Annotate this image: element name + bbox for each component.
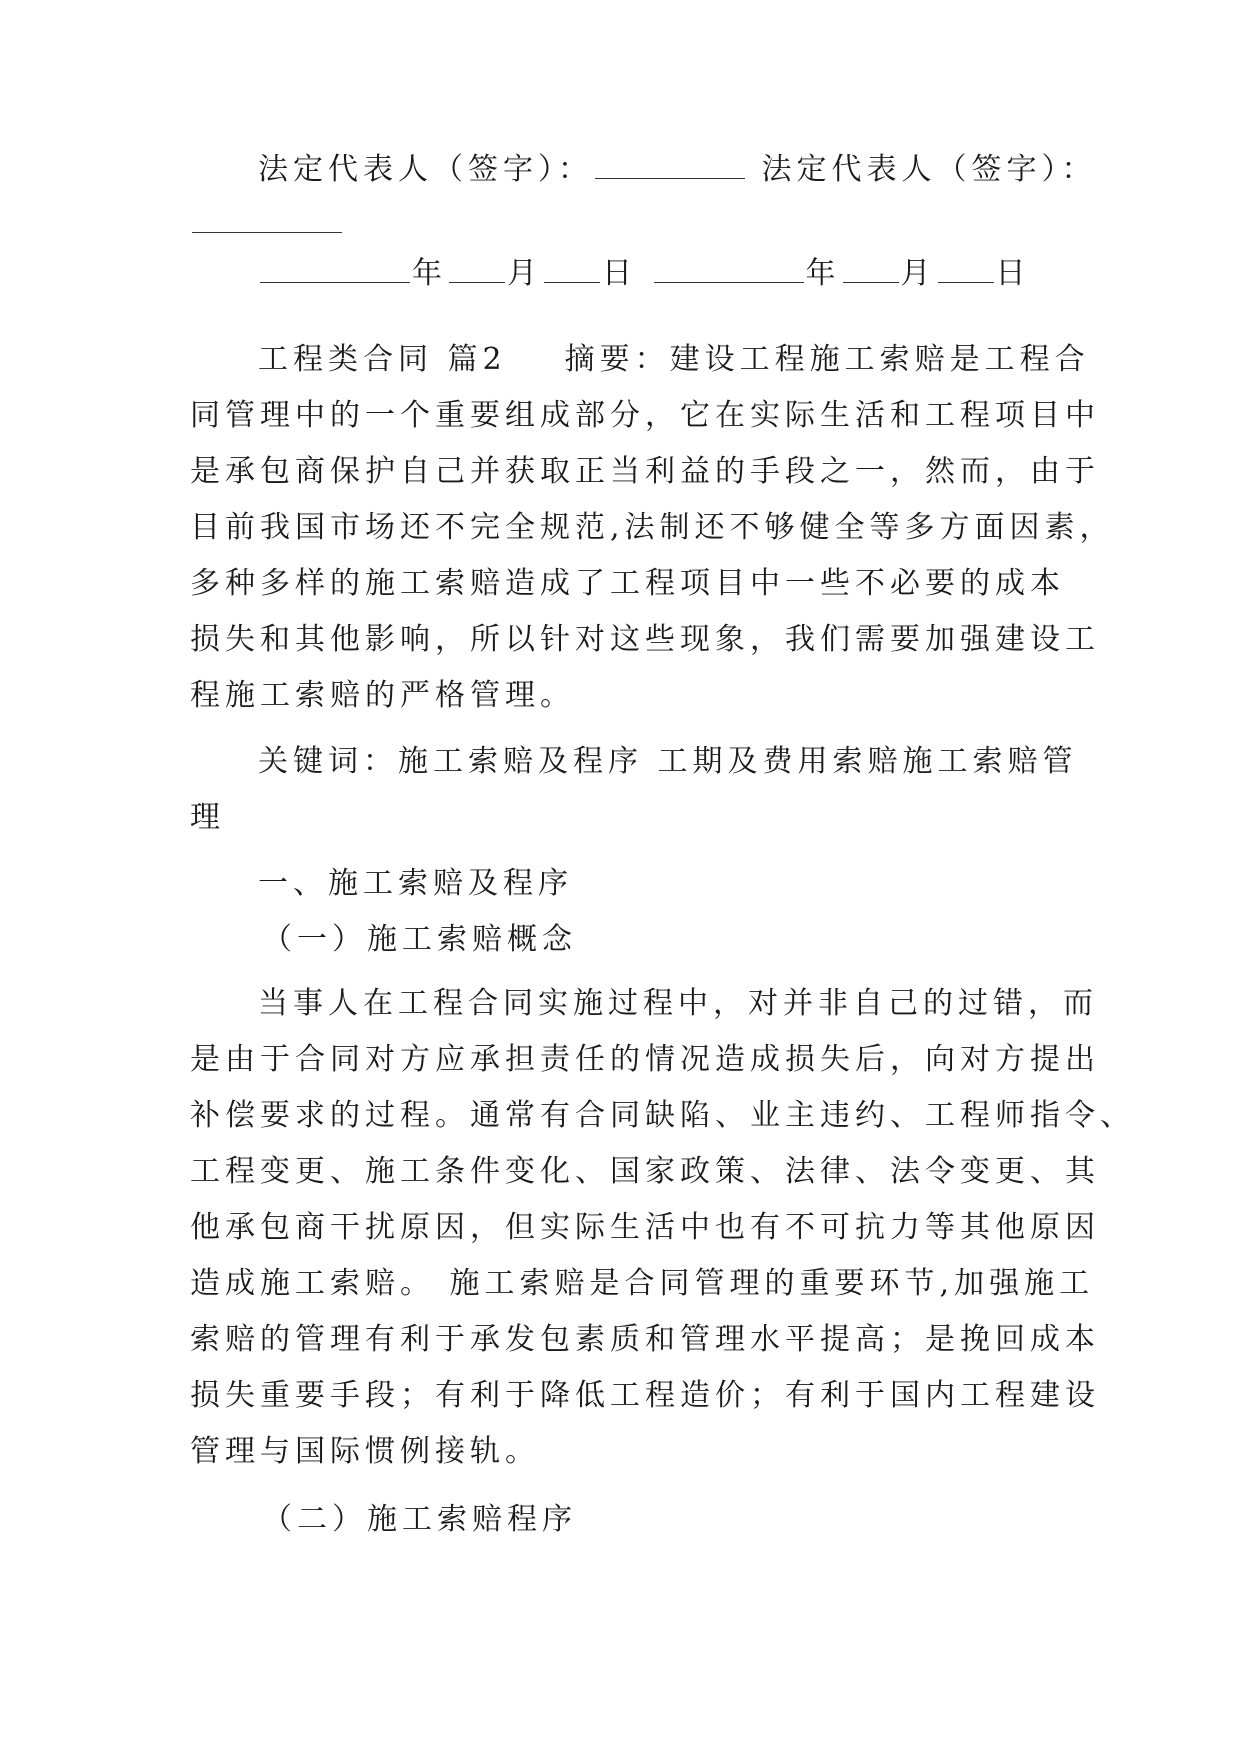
paragraph-line: 是由于合同对方应承担责任的情况造成损失后，向对方提出 [190,1042,1100,1077]
abstract-line: 程施工索赔的严格管理。 [190,678,575,713]
paragraph-line: 造成施工索赔。 施工索赔是合同管理的重要环节,加强施工 [190,1266,1095,1301]
date-day-label-left: 日 [602,256,637,291]
abstract-line: 是承包商保护自己并获取正当利益的手段之一，然而，由于 [190,454,1100,489]
date-day-label-right: 日 [995,256,1031,291]
date-month-label-right: 月 [900,256,936,291]
signature-blank-left[interactable] [595,150,745,179]
paragraph-first-line: 当事人在工程合同实施过程中，对并非自己的过错，而 [258,986,1098,1021]
signature-label-right: 法定代表人（签字）： [761,152,1097,187]
paragraph-line: 补偿要求的过程。通常有合同缺陷、业主违约、工程师指令、 [190,1098,1135,1133]
abstract-line: 多种多样的施工索赔造成了工程项目中一些不必要的成本 [190,566,1065,601]
date-row [258,254,1050,294]
signature-continuation-row [190,204,1050,244]
heading-one: 一、施工索赔及程序 [258,866,573,901]
section-title-row [258,340,1090,380]
abstract-line: 损失和其他影响，所以针对这些现象，我们需要加强建设工 [190,622,1100,657]
abstract-first-line: 摘要：建设工程施工索赔是工程合 [564,342,1090,377]
paragraph-line: 工程变更、施工条件变化、国家政策、法律、法令变更、其 [190,1154,1100,1189]
date-month-blank-left[interactable] [449,254,505,283]
date-year-label-left: 年 [412,256,447,291]
signature-blank-right[interactable] [192,204,342,233]
subheading-two: （二）施工索赔程序 [262,1502,577,1537]
abstract-line: 同管理中的一个重要组成部分，它在实际生活和工程项目中 [190,398,1100,433]
section-title: 工程类合同 篇2 [258,342,507,377]
date-month-blank-right[interactable] [843,254,899,283]
date-day-blank-right[interactable] [938,254,994,283]
signature-label-left: 法定代表人（签字）： [258,152,593,187]
paragraph-line: 损失重要手段；有利于降低工程造价；有利于国内工程建设 [190,1378,1100,1413]
paragraph-line: 他承包商干扰原因，但实际生活中也有不可抗力等其他原因 [190,1210,1100,1245]
date-day-blank-left[interactable] [544,254,600,283]
signature-row [258,150,1097,190]
abstract-line: 目前我国市场还不完全规范,法制还不够健全等多方面因素， [190,510,1115,545]
keywords-line-continued: 理 [190,800,225,835]
date-year-blank-left[interactable] [260,254,410,283]
subheading-one: （一）施工索赔概念 [262,922,577,957]
keywords-line: 关键词：施工索赔及程序 工期及费用索赔施工索赔管 [258,744,1078,779]
paragraph-line: 管理与国际惯例接轨。 [190,1434,540,1469]
date-year-label-right: 年 [805,256,841,291]
paragraph-line: 索赔的管理有利于承发包素质和管理水平提高；是挽回成本 [190,1322,1100,1357]
date-month-label-left: 月 [507,256,542,291]
date-year-blank-right[interactable] [654,254,804,283]
